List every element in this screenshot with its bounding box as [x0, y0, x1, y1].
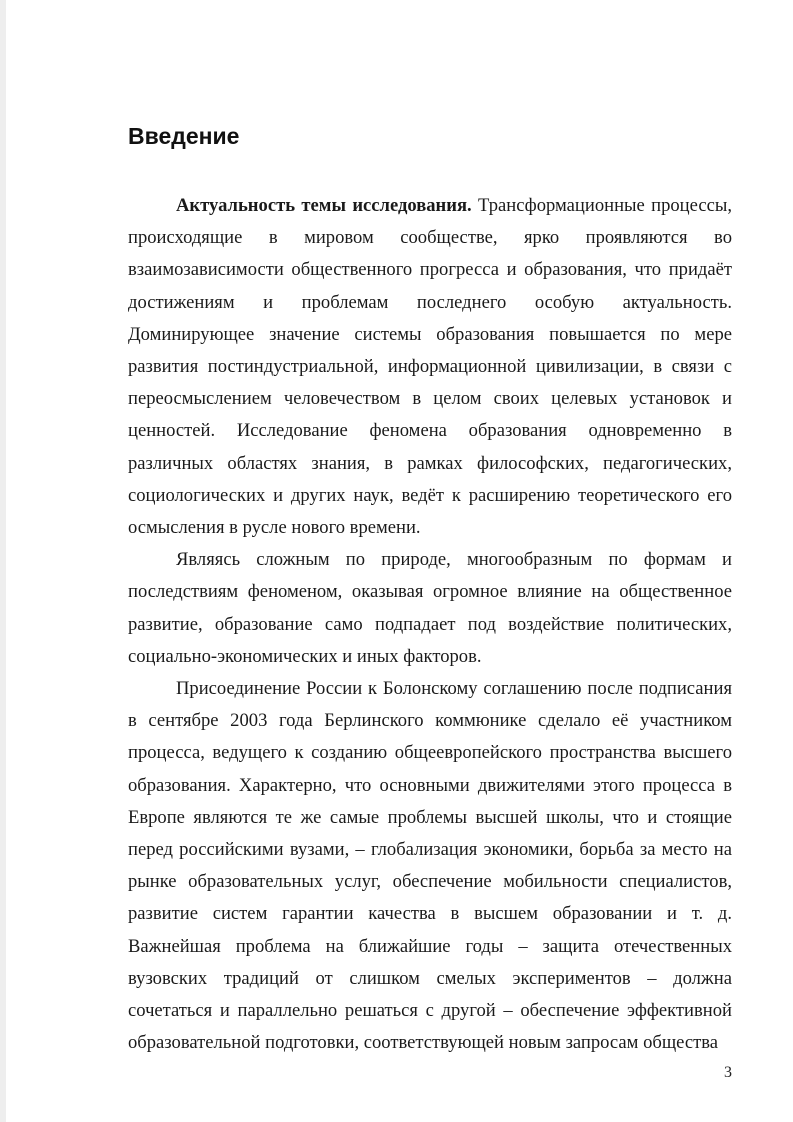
- paragraph-bologna: [128, 673, 732, 1059]
- paragraph-phenomenon: [128, 544, 732, 673]
- scan-edge-shadow: [0, 0, 6, 1122]
- page-number: 3: [724, 1064, 732, 1081]
- page-heading: Введение: [128, 123, 240, 149]
- paragraph-text: Трансформационные процессы, происходящие в мировом сообществе, ярко проявляются во взаимозависимости общественного прогресса и образования, что придаёт достижениям и проблемам последнего особую актуальность. Доминирующее значение системы образования повышается по мере развития постиндустриальной, информационной цивилизации, в связи с переосмыслением человечеством в целом своих целевых установок и ценностей. Исследование феномена образования одновременно в различных областях знания, в рамках философских, педагогических, социологических и других наук, ведёт к расширению теоретического его осмысления в русле нового времени.: [128, 195, 732, 539]
- paragraph-lead: Актуальность темы исследования.: [176, 195, 472, 216]
- paragraph-text: Являясь сложным по природе, многообразным по формам и последствиям феноменом, оказывая огромное влияние на общественное развитие, образование само подпадает под воздействие политических, социально-экономических и иных факторов.: [128, 549, 732, 667]
- paragraph-text: Присоединение России к Болонскому соглашению после подписания в сентябре 2003 года Берлинского коммюнике сделало её участником процесса, ведущего к созданию общеевропейского пространства высшего образования. Характерно, что основными движителями этого процесса в Европе являются те же самые проблемы высшей школы, что и стоящие перед российскими вузами, – глобализация экономики, борьба за место на рынке образовательных услуг, обеспечение мобильности специалистов, развитие систем гарантии качества в высшем образовании и т. д. Важнейшая проблема на ближайшие годы – защита отечественных вузовских традиций от слишком смелых экспериментов – должна сочетаться и параллельно решаться с другой – обеспечение эффективной образовательной подготовки, соответствующей новым запросам общества: [128, 678, 732, 1054]
- body-text: [128, 190, 732, 1059]
- paragraph-relevance: [128, 190, 732, 544]
